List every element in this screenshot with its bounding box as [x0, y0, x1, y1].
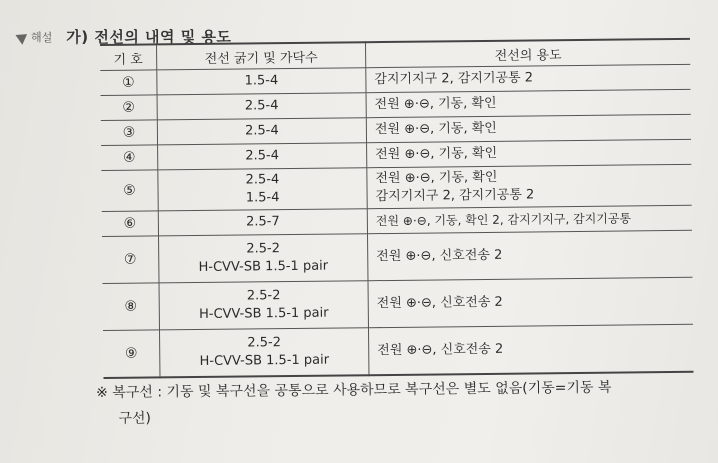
wire-use-cell	[368, 324, 693, 375]
circled-number: ④	[122, 149, 136, 166]
symbol-cell	[102, 236, 159, 284]
symbol-cell	[101, 170, 158, 212]
table-row	[103, 277, 693, 330]
header-wire-spec: 전선 굵기 및 가닥수	[157, 42, 366, 70]
wire-use-line: 전원 ⊕·⊖, 기동, 확인	[374, 120, 497, 138]
circled-number: ①	[122, 74, 135, 91]
table-row	[101, 164, 691, 211]
wire-spec-line: 2.5-2	[247, 335, 282, 351]
wire-spec-cell	[157, 118, 366, 145]
wire-spec-line: 2.5-4	[244, 98, 279, 114]
symbol-cell	[102, 211, 159, 237]
symbol-cell	[101, 120, 158, 146]
symbol-cell	[103, 283, 160, 331]
wire-use-cell	[366, 64, 691, 92]
wire-use-cell	[367, 139, 692, 167]
wire-use-cell	[368, 230, 693, 280]
wire-spec-cell	[158, 143, 367, 170]
circled-number: ⑧	[124, 298, 138, 315]
wire-use-cell	[367, 205, 692, 233]
circled-number: ⑦	[123, 251, 137, 268]
wire-use-cell	[367, 164, 692, 208]
wire-use-line: 전원 ⊕·⊖, 기동, 확인	[375, 169, 498, 187]
wire-use-line: 전원 ⊕·⊖, 신호전송 2	[376, 247, 503, 265]
wire-spec-line: 1.5-4	[245, 190, 280, 206]
symbol-cell	[101, 95, 158, 121]
wire-spec-cell	[158, 209, 367, 236]
wire-spec-line: H-CVV-SB 1.5-1 pair	[198, 258, 329, 275]
symbol-cell	[103, 330, 160, 378]
wire-use-cell	[366, 89, 691, 117]
header-wire-use: 전선의 용도	[365, 39, 690, 68]
section-title: 가) 전선의 내역 및 용도	[66, 28, 232, 46]
circled-number: ②	[122, 99, 136, 116]
wire-spec-line: 2.5-4	[245, 172, 280, 188]
wire-use-line: 전원 ⊕·⊖, 기동, 확인	[374, 95, 497, 113]
wire-use-cell	[366, 114, 691, 142]
wire-use-line: 전원 ⊕·⊖, 기동, 확인	[375, 145, 498, 163]
wire-spec-line: 2.5-2	[246, 241, 281, 257]
symbol-cell	[101, 145, 158, 171]
wire-spec-line: 1.5-4	[244, 73, 279, 89]
wire-use-line: 전원 ⊕·⊖, 신호전송 2	[376, 294, 503, 312]
footnote	[96, 374, 697, 432]
wire-use-line: 감지기지구 2, 감지기공통 2	[374, 70, 534, 88]
circled-number: ⑥	[123, 215, 137, 232]
table-row	[103, 324, 693, 378]
circled-number: ③	[122, 124, 136, 141]
wire-spec-line: 2.5-7	[245, 214, 280, 230]
wire-spec-cell	[159, 234, 368, 283]
wire-spec-line: H-CVV-SB 1.5-1 pair	[199, 352, 330, 369]
wire-spec-line: 2.5-4	[245, 123, 279, 139]
explanation-tag	[18, 29, 52, 45]
wire-usage-table	[100, 38, 693, 379]
pencil-icon	[15, 29, 30, 45]
wire-use-cell	[368, 277, 693, 327]
circled-number: ⑤	[123, 182, 136, 199]
explanation-tag-label: 해설	[31, 30, 53, 44]
wire-use-line: 전원 ⊕·⊖, 신호전송 2	[377, 341, 504, 359]
symbol-cell	[100, 70, 157, 96]
footnote-line-1: ※ 복구선 : 기동 및 복구선을 공통으로 사용하므로 복구선은 별도 없음(기동=기동 복	[96, 379, 612, 401]
wire-spec-cell	[157, 68, 366, 95]
circled-number: ⑨	[124, 345, 138, 362]
wire-spec-line: H-CVV-SB 1.5-1 pair	[198, 305, 329, 322]
wire-spec-line: 2.5-2	[246, 288, 281, 304]
wire-spec-cell	[157, 93, 366, 120]
header-symbol: 기 호	[100, 44, 157, 70]
wire-spec-cell	[159, 281, 368, 330]
wire-spec-cell	[159, 328, 368, 378]
footnote-line-2: 구선)	[118, 410, 152, 427]
wire-spec-line: 2.5-4	[245, 148, 280, 164]
wire-use-line: 감지기지구 2, 감지기공통 2	[375, 187, 535, 205]
wire-spec-cell	[158, 168, 367, 211]
table-row	[102, 230, 692, 283]
wire-use-line: 전원 ⊕·⊖, 기동, 확인 2, 감지기지구, 감지기공통	[375, 211, 632, 229]
